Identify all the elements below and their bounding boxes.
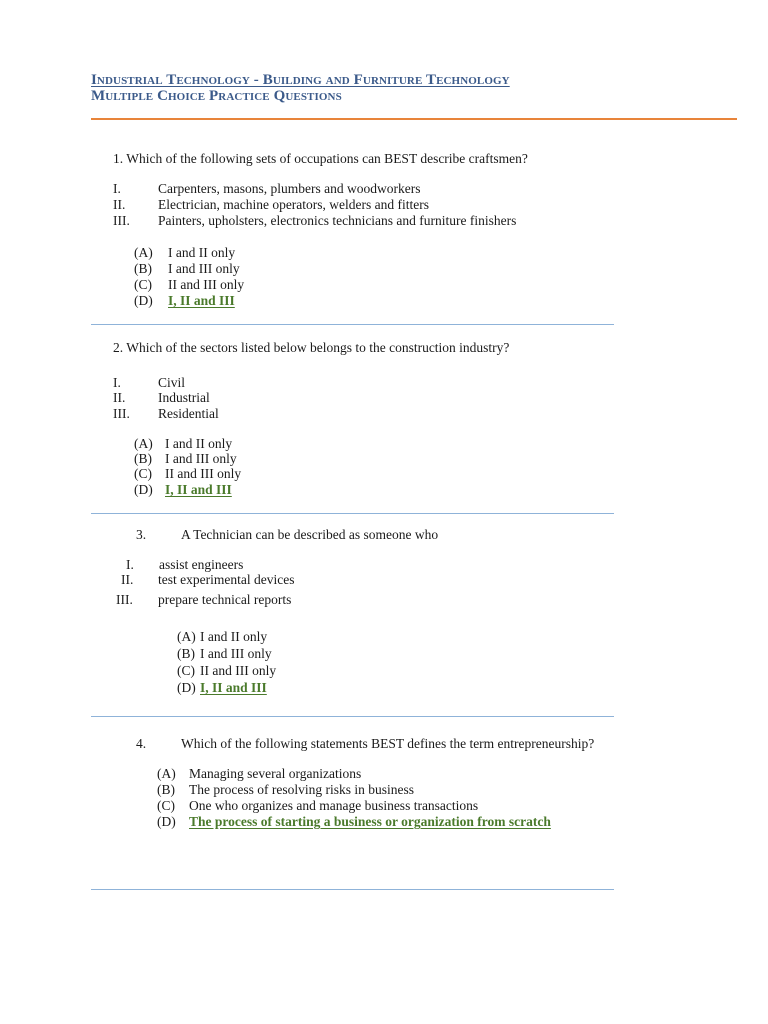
item-number: I. xyxy=(126,557,134,572)
item-number: II. xyxy=(113,390,126,405)
question-stem: A Technician can be described as someone who xyxy=(181,527,439,542)
option-letter: (C) xyxy=(134,466,152,481)
option-letter: (D) xyxy=(177,680,196,695)
question-number: 4. xyxy=(136,736,147,751)
option-text: The process of resolving risks in business xyxy=(189,782,414,797)
item-text: Residential xyxy=(158,406,219,421)
option-letter: (A) xyxy=(157,766,176,781)
question-stem: 2. Which of the sectors listed below belongs to the construction industry? xyxy=(113,340,510,355)
option-letter: (D) xyxy=(134,482,153,497)
option-letter: (A) xyxy=(177,629,196,644)
option-letter: (B) xyxy=(177,646,195,661)
option-letter: (C) xyxy=(177,663,195,678)
option-text: II and III only xyxy=(165,466,242,481)
option-text: Managing several organizations xyxy=(189,766,362,781)
option-letter: (D) xyxy=(134,293,153,308)
question-stem: 1. Which of the following sets of occupations can BEST describe craftsmen? xyxy=(113,151,528,166)
item-text: Carpenters, masons, plumbers and woodworkers xyxy=(158,181,421,196)
correct-answer: I, II and III xyxy=(165,482,232,497)
option-text: One who organizes and manage business transactions xyxy=(189,798,479,813)
option-letter: (B) xyxy=(134,451,152,466)
question-separator xyxy=(91,889,614,890)
option-text: II and III only xyxy=(200,663,277,678)
question-separator xyxy=(91,324,614,325)
option-text: II and III only xyxy=(168,277,245,292)
option-letter: (C) xyxy=(134,277,152,292)
question-separator xyxy=(91,716,614,717)
item-text: Industrial xyxy=(158,390,210,405)
item-number: III. xyxy=(113,406,130,421)
option-text: I and II only xyxy=(168,245,236,260)
option-text: I and II only xyxy=(165,436,233,451)
document-title: Industrial Technology - Building and Furniture Technology xyxy=(91,72,510,88)
item-text: assist engineers xyxy=(159,557,244,572)
correct-answer: I, II and III xyxy=(168,293,235,308)
option-text: I and III only xyxy=(165,451,237,466)
question-stem: Which of the following statements BEST defines the term entrepreneurship? xyxy=(181,736,595,751)
option-text: I and III only xyxy=(200,646,272,661)
option-text: I and III only xyxy=(168,261,240,276)
option-letter: (B) xyxy=(134,261,152,276)
option-letter: (A) xyxy=(134,245,153,260)
correct-answer: I, II and III xyxy=(200,680,267,695)
item-text: prepare technical reports xyxy=(158,592,292,607)
item-number: I. xyxy=(113,181,121,196)
option-letter: (A) xyxy=(134,436,153,451)
item-number: II. xyxy=(113,197,126,212)
option-letter: (D) xyxy=(157,814,176,829)
item-number: III. xyxy=(116,592,133,607)
option-letter: (B) xyxy=(157,782,175,797)
item-text: Painters, upholsters, electronics technicians and furniture finishers xyxy=(158,213,517,228)
item-number: II. xyxy=(121,572,134,587)
question-separator xyxy=(91,513,614,514)
item-text: Electrician, machine operators, welders and fitters xyxy=(158,197,430,212)
question-number: 3. xyxy=(136,527,147,542)
header-rule xyxy=(91,118,737,120)
item-text: test experimental devices xyxy=(158,572,295,587)
item-number: III. xyxy=(113,213,130,228)
option-letter: (C) xyxy=(157,798,175,813)
correct-answer: The process of starting a business or organization from scratch xyxy=(189,814,551,829)
option-text: I and II only xyxy=(200,629,268,644)
item-text: Civil xyxy=(158,375,186,390)
document-subtitle: Multiple Choice Practice Questions xyxy=(91,88,342,104)
item-number: I. xyxy=(113,375,121,390)
